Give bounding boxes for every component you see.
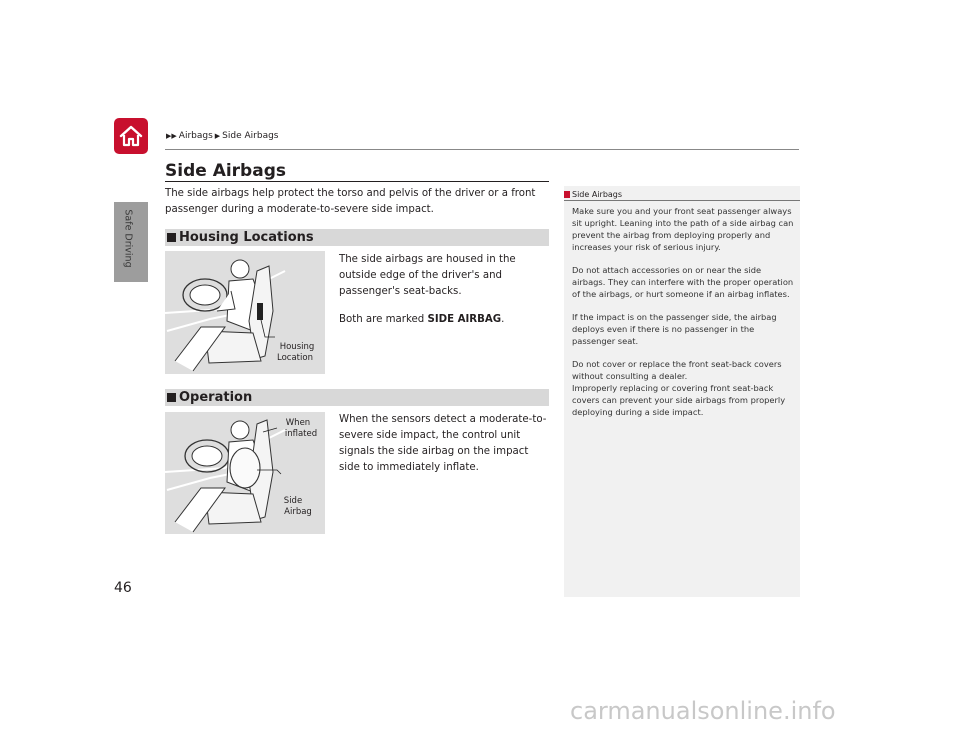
figure-label-housing: Housing [279,342,315,352]
sidebar-note [564,186,800,597]
seat-illustration [165,251,325,374]
intro-text: The side airbags help protect the torso and pelvis of the driver or a front passenger during a moderate-to-severe side impact. [165,188,536,215]
housing-location-figure [165,251,325,374]
marking-bold: SIDE AIRBAG [427,314,502,325]
breadcrumb [166,131,278,141]
housing-paragraph: The side airbags are housed in the outside edge of the driver's and passenger's seat-backs. [339,254,516,297]
sidebar-heading [564,188,800,201]
section-heading-operation [165,389,549,406]
watermark: carmanualsonline.info [570,697,836,725]
square-bullet-icon [167,393,176,402]
marking-suffix: . [501,314,505,325]
note-marker-icon [564,191,570,198]
home-icon [119,125,143,147]
square-bullet-icon [167,233,176,242]
operation-body: When the sensors detect a moderate-to-severe side impact, the control unit signals the side airbag on the impact side to immediately inflate. [339,414,547,473]
sidebar-heading-text: Side Airbags [572,189,623,199]
title-divider [165,181,549,182]
housing-marking-paragraph [339,312,551,328]
figure-label-inflated: inflated [284,429,318,439]
inflated-airbag-illustration [165,412,325,534]
breadcrumb-item-airbags[interactable]: Airbags [178,131,213,141]
marking-prefix: Both are marked [339,314,428,325]
sidebar-paragraph: Do not cover or replace the front seat-back covers without consulting a dealer. Improperly replacing or covering front seat-back covers can prevent your side airbags from properly deploying during a side impact. [572,359,786,417]
breadcrumb-arrow-icon: ▶▶ [166,132,177,140]
page-title: Side Airbags [165,161,286,181]
breadcrumb-item-side-airbags[interactable]: Side Airbags [222,131,279,141]
figure-label-when: When [285,418,311,428]
figure-label-side: Side [283,496,303,506]
section-heading-text: Housing Locations [179,230,314,245]
home-button[interactable] [114,118,148,154]
figure-label-location: Location [277,353,313,363]
section-heading-housing [165,229,549,246]
sidebar-paragraph: Do not attach accessories on or near the side airbags. They can interfere with the proper operation of the airbags, or hurt someone if an airbag inflates. [572,265,794,299]
housing-body [339,252,551,328]
operation-figure [165,412,325,534]
section-heading-text: Operation [179,390,253,405]
header-divider [165,149,799,150]
sidebar-paragraph: If the impact is on the passenger side, the airbag deploys even if there is no passenger in the passenger seat. [572,312,777,346]
figure-label-airbag: Airbag [284,507,312,517]
sidebar-paragraph: Make sure you and your front seat passenger always sit upright. Leaning into the path of a side airbag can prevent the airbag from deploying properly and increases your risk of serious injury. [572,206,794,252]
sidebar-body [572,205,794,429]
page-number: 46 [114,580,132,596]
breadcrumb-arrow-icon: ▶ [214,132,221,140]
